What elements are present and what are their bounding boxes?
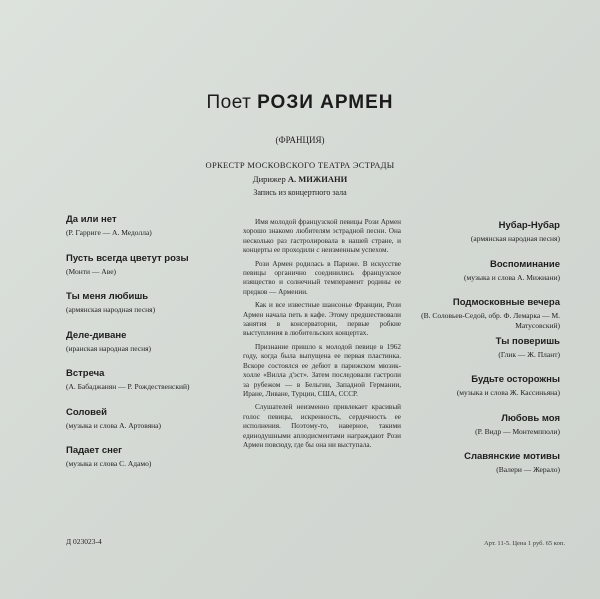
track-title: Воспоминание	[490, 258, 560, 270]
track-credit: (музыка и слова Ж. Кассиньяна)	[456, 388, 560, 397]
track-title: Падает снег	[66, 445, 123, 456]
track-credit: (Глик — Ж. Плант)	[498, 349, 560, 359]
track-title: Нубар-Нубар	[498, 220, 560, 231]
track-item	[420, 220, 560, 259]
country-label: (ФРАНЦИЯ)	[275, 135, 325, 145]
artist-name: РОЗИ АРМЕН	[257, 92, 394, 113]
track-credit: (Р. Гарриге — А. Медолла)	[66, 228, 152, 237]
track-item	[420, 374, 560, 413]
track-item	[66, 368, 231, 407]
track-title: Подмосковные вечера	[452, 297, 560, 308]
track-item	[420, 259, 560, 298]
price-label: Арт. 11-5. Цена 1 руб. 65 коп.	[483, 540, 565, 547]
track-item	[420, 451, 560, 490]
bio-paragraph: Рози Армен родилась в Париже. В искусстве певицы органично соединились французское изящество и солнечный темперамент родины ее предков — Армении.	[243, 259, 401, 296]
conductor-name: А. МИЖИАНИ	[287, 174, 348, 184]
track-item	[66, 291, 231, 330]
track-item	[66, 445, 231, 484]
bio-paragraph: Слушателей неизменно привлекает красивый голос певицы, искренность, сердечность ее исполнения. Поэтому-то, наверное, такими единодушными аплодисментами награждают Рози Армен повсюду, где бы она ни выступала.	[243, 403, 401, 449]
side-b-tracklist	[420, 220, 560, 490]
track-item	[420, 297, 560, 336]
track-title: Ты поверишь	[495, 335, 560, 347]
title-prefix: Поет	[206, 92, 252, 113]
track-credit: (В. Соловьев-Седой, обр. Ф. Лемарка — М. Матусовский)	[421, 311, 560, 330]
orchestra-label: ОРКЕСТР МОСКОВСКОГО ТЕАТРА ЭСТРАДЫ	[205, 160, 395, 170]
bio-paragraph: Имя молодой французской певицы Рози Армен хорошо знакомо любителям эстрадной песни. Она несколько раз гастролировала в нашей стране, и концерты ее проходили с неизменным успехом.	[243, 218, 401, 255]
track-item	[420, 413, 560, 452]
track-credit: (армянская народная песня)	[470, 234, 560, 243]
track-credit: (музыка и слова С. Адамо)	[66, 459, 152, 468]
track-item	[66, 214, 231, 253]
bio-paragraph: Как и все известные шансонье Франции, Рози Армен начала петь в кафе. Этому предшествовали занятия в консерватории, первые робкие выступления в любительских концертах.	[243, 301, 401, 338]
conductor-role: Дирижер	[252, 174, 286, 184]
track-title: Да или нет	[66, 214, 117, 225]
track-title: Пусть всегда цветут розы	[66, 252, 189, 264]
track-credit: (А. Бабаджанян — Р. Рождественский)	[66, 382, 190, 391]
catalog-number: Д 023023-4	[66, 537, 102, 546]
track-title: Будьте осторожны	[471, 374, 560, 385]
track-title: Ты меня любишь	[66, 291, 149, 302]
track-item	[66, 330, 231, 369]
track-title: Славянские мотивы	[464, 451, 560, 462]
track-title: Деле-диване	[66, 329, 127, 341]
track-credit: (армянская народная песня)	[66, 305, 156, 314]
track-title: Соловей	[66, 406, 107, 418]
track-item	[66, 253, 231, 292]
track-credit: (Валери — Жерало)	[496, 465, 560, 474]
track-title: Любовь моя	[501, 412, 560, 424]
track-title: Встреча	[66, 368, 105, 379]
track-credit: (Монти — Аве)	[66, 266, 117, 276]
conductor-label	[0, 174, 600, 184]
track-credit: (Р. Видр — Монтемпполи)	[475, 426, 560, 436]
track-item	[66, 407, 231, 446]
bio-paragraph: Признание пришло к молодой певице в 1962 году, когда была выпущена ее первая пластинка. Вскоре состоялся ее дебют в парижском мюзик-холле «Вилла д'эст». Затем последовали гастроли за рубежом — в Бельгии, Западной Германии, Иране, Ливане, Турции, США, СССР.	[243, 342, 401, 398]
track-credit: (музыка и слова А. Артовяна)	[66, 420, 161, 430]
page-title	[0, 92, 600, 114]
recording-note: Запись из концертного зала	[253, 188, 347, 197]
track-credit: (иранская народная песня)	[66, 343, 152, 353]
artist-biography	[243, 218, 401, 454]
track-item	[420, 336, 560, 375]
side-a-tracklist	[66, 214, 231, 484]
track-credit: (музыка и слова А. Мижиани)	[464, 272, 560, 282]
